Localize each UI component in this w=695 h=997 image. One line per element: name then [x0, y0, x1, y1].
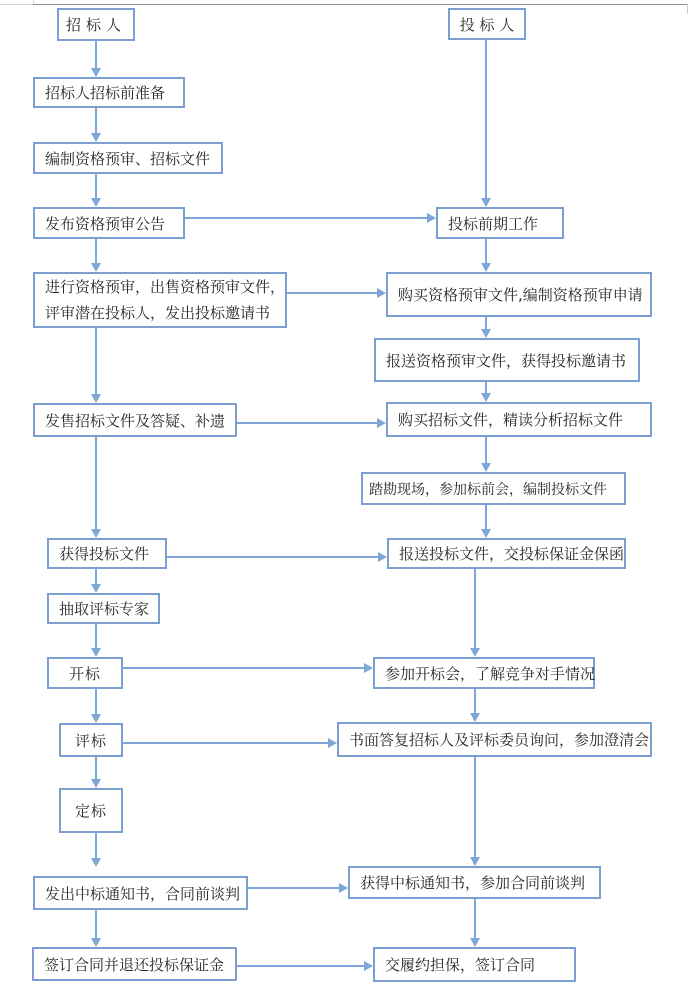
flow-node-buy-tender-docs	[386, 402, 652, 437]
arrowhead-down	[91, 529, 101, 538]
arrowhead-down	[91, 779, 101, 788]
connector-vline	[95, 689, 97, 714]
node-label: 参加开标会，了解竞争对手情况	[385, 664, 596, 683]
connector-vline	[95, 239, 97, 263]
flow-node-buy-prequalification-docs	[386, 272, 652, 317]
arrowhead-down	[470, 713, 480, 722]
arrowhead-right	[328, 738, 337, 748]
flow-node-publish-prequalification-announcement	[33, 207, 185, 239]
connector-hline	[237, 965, 364, 967]
connector-hline	[287, 292, 377, 294]
connector-vline	[485, 382, 487, 393]
connector-vline	[485, 437, 487, 463]
arrowhead-down	[470, 857, 480, 866]
page-margin-line-left	[0, 4, 33, 5]
connector-vline	[95, 174, 97, 198]
arrowhead-right	[427, 213, 436, 223]
flow-node-submit-bid-docs-bond	[387, 538, 626, 569]
node-label: 发出中标通知书，合同前谈判	[45, 884, 241, 903]
connector-vline	[95, 833, 97, 858]
flow-node-select-evaluation-experts	[47, 593, 160, 624]
connector-hline	[185, 217, 427, 219]
arrowhead-down	[91, 133, 101, 142]
page-margin-tick-left	[33, 0, 34, 4]
connector-vline	[474, 569, 476, 648]
flow-node-written-replies-clarification-meeting	[337, 722, 652, 757]
arrowhead-right	[377, 288, 386, 298]
flow-node-sign-contract-refund-bond	[32, 947, 237, 981]
arrowhead-down	[91, 198, 101, 207]
flow-node-site-visit-prebid-meeting	[361, 472, 626, 505]
node-label: 踏勘现场，参加标前会，编制投标文件	[369, 481, 607, 498]
node-label: 报送投标文件，交投标保证金保函	[399, 545, 625, 563]
node-label: 发售招标文件及答疑、补遗	[45, 411, 226, 430]
flow-node-conduct-prequalification	[33, 272, 287, 328]
flow-node-tenderer	[57, 8, 135, 41]
page-margin-tick-right	[687, 4, 688, 14]
connector-vline	[95, 624, 97, 648]
connector-vline	[95, 910, 97, 938]
arrowhead-down	[470, 938, 480, 947]
connector-vline	[95, 41, 97, 68]
node-label: 招标人	[65, 16, 126, 34]
node-label: 投标前期工作	[448, 214, 539, 233]
arrowhead-right	[378, 552, 387, 562]
flow-node-compile-prequalification-tender-docs	[33, 142, 223, 174]
arrowhead-down	[91, 584, 101, 593]
arrowhead-down	[481, 463, 491, 472]
arrowhead-down	[91, 714, 101, 723]
arrowhead-right	[364, 961, 373, 971]
flow-node-pre-bid-work	[436, 207, 564, 239]
arrowhead-right	[339, 883, 348, 893]
arrowhead-right	[364, 663, 373, 673]
node-label: 获得投标文件	[59, 545, 150, 563]
flow-node-tender-preparation	[33, 77, 185, 108]
flow-node-performance-guarantee-sign-contract	[373, 947, 576, 982]
arrowhead-down	[470, 648, 480, 657]
flow-node-attend-bid-opening	[373, 657, 595, 689]
node-label: 发布资格预审公告	[45, 214, 166, 233]
flow-node-award-determination	[59, 788, 123, 833]
flow-node-receive-bid-documents	[47, 538, 167, 569]
node-label: 购买招标文件，精读分析招标文件	[398, 411, 624, 429]
flow-node-issue-tender-docs-clarifications	[33, 403, 237, 437]
node-label: 投 标 人	[459, 15, 515, 34]
arrowhead-down	[481, 263, 491, 272]
arrowhead-down	[481, 329, 491, 338]
connector-vline	[474, 689, 476, 713]
node-label: 购买资格预审文件,编制资格预审申请	[398, 286, 643, 304]
connector-hline	[167, 556, 378, 558]
arrowhead-right	[377, 418, 386, 428]
connector-vline	[95, 108, 97, 133]
connector-vline	[485, 40, 487, 198]
connector-hline	[248, 887, 339, 889]
connector-vline	[95, 328, 97, 394]
node-label: 评标	[74, 731, 107, 750]
connector-vline	[485, 317, 487, 329]
arrowhead-down	[91, 938, 101, 947]
flow-node-submit-prequalification-docs	[374, 338, 640, 382]
arrowhead-down	[481, 529, 491, 538]
node-label: 开标	[68, 664, 101, 683]
node-label: 抽取评标专家	[59, 600, 150, 618]
flow-node-issue-award-notice-negotiation	[33, 876, 248, 910]
flow-node-bid-evaluation	[59, 723, 123, 757]
node-label-line1: 进行资格预审，出售资格预审文件，	[45, 278, 286, 296]
connector-hline	[123, 742, 328, 744]
connector-vline	[485, 239, 487, 263]
arrowhead-down	[91, 263, 101, 272]
connector-vline	[485, 505, 487, 529]
node-label: 报送资格预审文件，获得投标邀请书	[386, 351, 627, 370]
node-label: 编制资格预审、招标文件	[45, 149, 211, 168]
connector-vline	[474, 757, 476, 857]
connector-vline	[95, 569, 97, 584]
flow-node-receive-award-notice	[348, 866, 601, 899]
connector-hline	[123, 667, 364, 669]
node-label: 书面答复招标人及评标委员询问，参加澄清会	[349, 731, 650, 749]
arrowhead-down	[481, 393, 491, 402]
arrowhead-down	[481, 198, 491, 207]
node-label: 获得中标通知书，参加合同前谈判	[360, 874, 586, 892]
flow-node-bidder	[448, 8, 526, 40]
arrowhead-down	[91, 68, 101, 77]
arrowhead-down	[91, 648, 101, 657]
connector-vline	[95, 437, 97, 529]
connector-hline	[237, 422, 377, 424]
arrowhead-down	[91, 858, 101, 867]
node-label-line2: 评审潜在投标人，发出投标邀请书	[45, 304, 271, 322]
node-label: 招标人招标前准备	[45, 84, 166, 102]
page-margin-line	[33, 4, 687, 5]
connector-vline	[474, 899, 476, 938]
node-label: 交履约担保，签订合同	[385, 956, 536, 974]
connector-vline	[95, 757, 97, 779]
flow-node-bid-opening	[47, 657, 123, 689]
node-label: 签订合同并退还投标保证金	[44, 955, 225, 974]
node-label: 定标	[74, 802, 107, 820]
arrowhead-down	[91, 394, 101, 403]
